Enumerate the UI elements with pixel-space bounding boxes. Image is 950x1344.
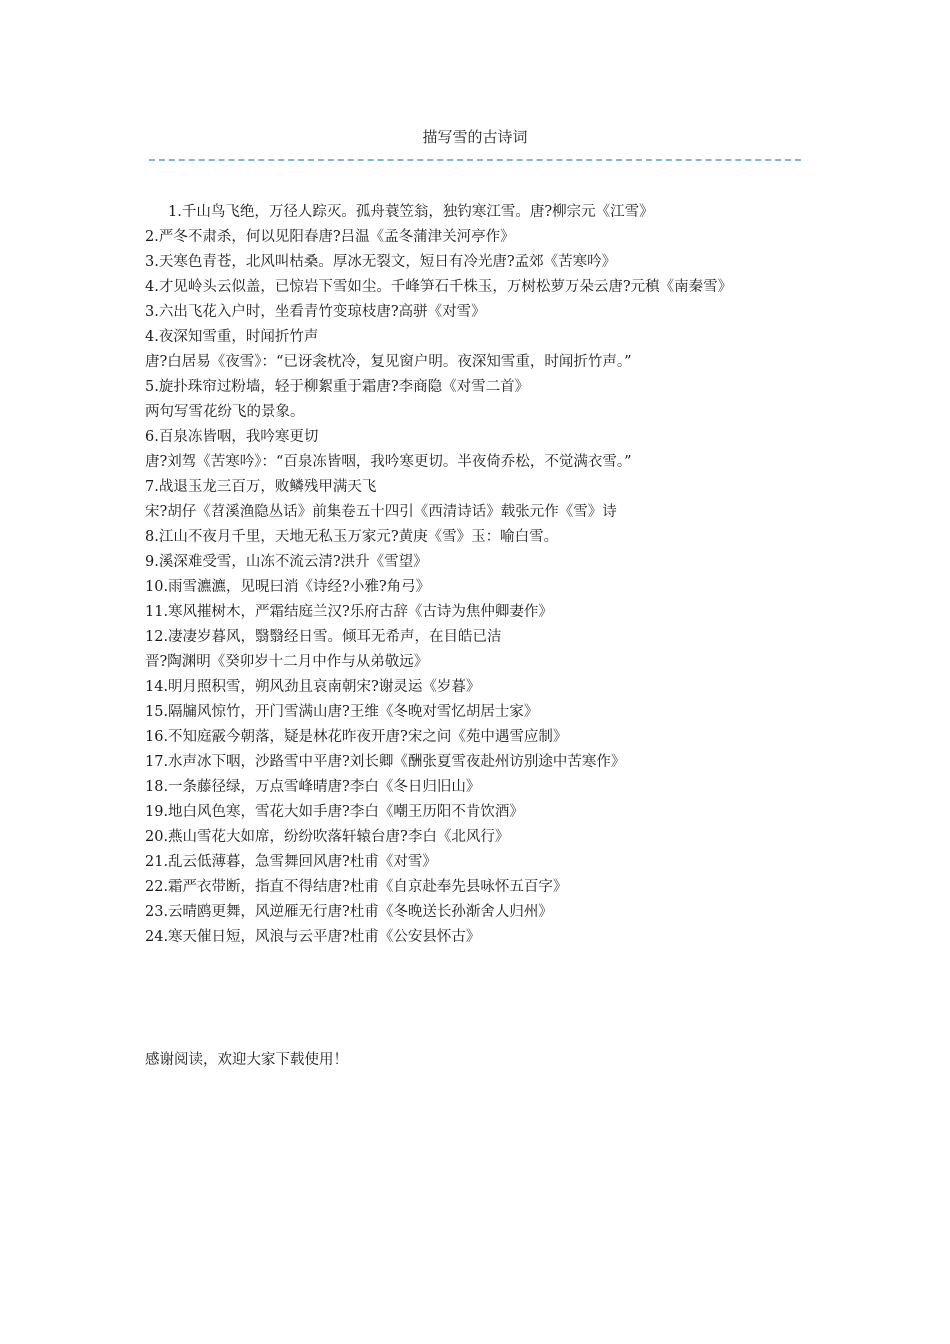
poem-line: 3.六出飞花入户时，坐看青竹变琼枝唐?高骈《对雪》 xyxy=(145,304,486,320)
poem-line: 两句写雪花纷飞的景象。 xyxy=(145,404,305,420)
poem-line: 17.水声冰下咽，沙路雪中平唐?刘长卿《酬张夏雪夜赴州访别途中苦寒作》 xyxy=(145,754,626,770)
poem-line: 2.严冬不肃杀，何以见阳春唐?吕温《孟冬蒲津关河亭作》 xyxy=(145,229,515,245)
poem-line: 16.不知庭霰今朝落，疑是林花昨夜开唐?宋之问《苑中遇雪应制》 xyxy=(145,729,568,745)
poem-line: 12.凄凄岁暮风，翳翳经日雪。倾耳无希声，在目皓已洁 xyxy=(145,629,502,645)
poem-line: 23.云晴鸥更舞，风逆雁无行唐?杜甫《冬晚送长孙渐舍人归州》 xyxy=(145,904,553,920)
poem-line: 19.地白风色寒，雪花大如手唐?李白《嘲王历阳不肯饮酒》 xyxy=(145,804,524,820)
poem-line: 9.溪深难受雪，山冻不流云清?洪升《雪望》 xyxy=(145,554,428,570)
closing-note: 感谢阅读，欢迎大家下载使用！ xyxy=(145,1052,348,1068)
poem-line: 晋?陶渊明《癸卯岁十二月中作与从弟敬远》 xyxy=(145,654,429,670)
poem-line: 4.夜深知雪重，时闻折竹声 xyxy=(145,329,319,345)
poem-line: 15.隔牖风惊竹，开门雪满山唐?王维《冬晚对雪忆胡居士家》 xyxy=(145,704,539,720)
poem-line: 6.百泉冻皆咽，我吟寒更切 xyxy=(145,429,319,445)
poem-line: 18.一条藤径绿，万点雪峰晴唐?李白《冬日归旧山》 xyxy=(145,779,481,795)
poem-line: 10.雨雪瀌瀌，见晛曰消《诗经?小雅?角弓》 xyxy=(145,579,431,595)
document-title: 描写雪的古诗词 xyxy=(422,128,528,146)
poem-line: 唐?白居易《夜雪》：“已讶衾枕冷，复见窗户明。夜深知雪重，时闻折竹声。” xyxy=(145,354,632,370)
poem-line: 3.天寒色青苍，北风叫枯桑。厚冰无裂文，短日有冷光唐?孟郊《苦寒吟》 xyxy=(145,254,617,270)
poem-line: 11.寒风摧树木，严霜结庭兰汉?乐府古辞《古诗为焦仲卿妻作》 xyxy=(145,604,553,620)
poem-line: 5.旋扑珠帘过粉墙，轻于柳絮重于霜唐?李商隐《对雪二首》 xyxy=(145,379,530,395)
poem-list xyxy=(145,200,810,950)
poem-line: 8.江山不夜月千里，天地无私玉万家元?黄庚《雪》玉：喻白雪。 xyxy=(145,529,559,545)
poem-line: 4.才见岭头云似盖，已惊岩下雪如尘。千峰笋石千株玉，万树松萝万朵云唐?元稹《南秦雪》 xyxy=(145,279,733,295)
poem-line: 1.千山鸟飞绝，万径人踪灭。孤舟蓑笠翁，独钓寒江雪。唐?柳宗元《江雪》 xyxy=(168,204,654,220)
poem-line: 24.寒天催日短，风浪与云平唐?杜甫《公安县怀古》 xyxy=(145,929,481,945)
poem-line: 20.燕山雪花大如席，纷纷吹落轩辕台唐?李白《北风行》 xyxy=(145,829,510,845)
poem-line: 21.乱云低薄暮，急雪舞回风唐?杜甫《对雪》 xyxy=(145,854,437,870)
poem-line: 7.战退玉龙三百万，败鳞残甲满天飞 xyxy=(145,479,377,495)
poem-line: 22.霜严衣带断，指直不得结唐?杜甫《自京赴奉先县咏怀五百字》 xyxy=(145,879,568,895)
poem-line: 唐?刘驾《苦寒吟》：“百泉冻皆咽，我吟寒更切。半夜倚乔松，不觉满衣雪。” xyxy=(145,454,632,470)
poem-line: 14.明月照积雪，朔风劲且哀南朝宋?谢灵运《岁暮》 xyxy=(145,679,481,695)
title-divider xyxy=(149,159,801,161)
poem-line: 宋?胡仔《苕溪渔隐丛话》前集卷五十四引《西清诗话》载张元作《雪》诗 xyxy=(145,504,617,520)
